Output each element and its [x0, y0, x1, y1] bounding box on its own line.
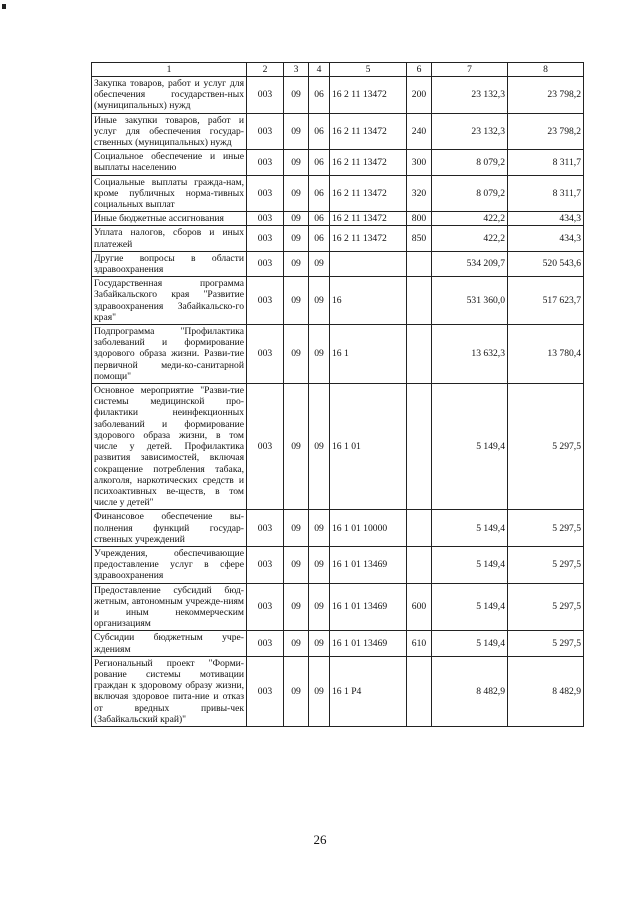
row-name-cell: Уплата налогов, сборов и иных платежей: [92, 226, 247, 251]
row-amount-2-cell: 517 623,7: [508, 277, 584, 325]
row-expense-type-cell: [407, 656, 432, 726]
table-body: [92, 77, 584, 727]
row-name-cell: Субсидии бюджетным учре-ждениям: [92, 631, 247, 656]
row-subsection-cell: 09: [309, 510, 330, 547]
table-row: [92, 656, 584, 726]
row-expense-type-cell: [407, 251, 432, 276]
row-section-cell: 09: [284, 277, 309, 325]
row-expense-type-cell: 850: [407, 226, 432, 251]
row-subsection-cell: 06: [309, 113, 330, 150]
row-name-cell: Иные бюджетные ассигнования: [92, 212, 247, 226]
row-amount-1-cell: 531 360,0: [432, 277, 508, 325]
row-code-cell: 003: [247, 325, 284, 384]
row-amount-2-cell: 23 798,2: [508, 77, 584, 114]
row-target-article-cell: 16 2 11 13472: [330, 212, 407, 226]
row-code-cell: 003: [247, 546, 284, 583]
row-subsection-cell: 06: [309, 77, 330, 114]
row-amount-1-cell: 5 149,4: [432, 583, 508, 631]
row-target-article-cell: 16 1 01 13469: [330, 546, 407, 583]
row-amount-2-cell: 23 798,2: [508, 113, 584, 150]
row-code-cell: 003: [247, 631, 284, 656]
row-code-cell: 003: [247, 212, 284, 226]
row-target-article-cell: 16 2 11 13472: [330, 226, 407, 251]
row-expense-type-cell: 610: [407, 631, 432, 656]
row-amount-2-cell: 8 482,9: [508, 656, 584, 726]
row-amount-1-cell: 23 132,3: [432, 77, 508, 114]
row-section-cell: 09: [284, 384, 309, 510]
column-header-8: 8: [508, 63, 584, 77]
row-code-cell: 003: [247, 277, 284, 325]
table-row: [92, 175, 584, 212]
row-amount-1-cell: 13 632,3: [432, 325, 508, 384]
row-amount-2-cell: 8 311,7: [508, 175, 584, 212]
row-target-article-cell: 16 2 11 13472: [330, 77, 407, 114]
row-section-cell: 09: [284, 113, 309, 150]
table-row: [92, 546, 584, 583]
row-target-article-cell: 16 2 11 13472: [330, 150, 407, 175]
row-target-article-cell: 16: [330, 277, 407, 325]
row-section-cell: 09: [284, 212, 309, 226]
row-name-cell: Закупка товаров, работ и услуг для обеспечения государствен-ных (муниципальных) нужд: [92, 77, 247, 114]
row-subsection-cell: 09: [309, 583, 330, 631]
table-row: [92, 113, 584, 150]
row-section-cell: 09: [284, 251, 309, 276]
table-row: [92, 251, 584, 276]
row-expense-type-cell: [407, 546, 432, 583]
row-code-cell: 003: [247, 583, 284, 631]
row-code-cell: 003: [247, 251, 284, 276]
row-subsection-cell: 06: [309, 226, 330, 251]
row-target-article-cell: [330, 251, 407, 276]
row-subsection-cell: 09: [309, 277, 330, 325]
column-header-1: 1: [92, 63, 247, 77]
row-section-cell: 09: [284, 226, 309, 251]
row-name-cell: Социальное обеспечение и иные выплаты населению: [92, 150, 247, 175]
row-amount-1-cell: 5 149,4: [432, 384, 508, 510]
row-target-article-cell: 16 1 01: [330, 384, 407, 510]
row-amount-2-cell: 5 297,5: [508, 631, 584, 656]
table-row: [92, 212, 584, 226]
row-subsection-cell: 09: [309, 656, 330, 726]
row-amount-2-cell: 434,3: [508, 226, 584, 251]
row-name-cell: Региональный проект "Форми-рование системы мотивации граждан к здоровому образу жизни, включая здоровое пита-ние и отказ от вредных привы-чек (Забайкальский край)": [92, 656, 247, 726]
row-expense-type-cell: 800: [407, 212, 432, 226]
row-target-article-cell: 16 2 11 13472: [330, 113, 407, 150]
row-section-cell: 09: [284, 656, 309, 726]
row-amount-1-cell: 5 149,4: [432, 631, 508, 656]
table-row: [92, 77, 584, 114]
row-amount-1-cell: 422,2: [432, 212, 508, 226]
row-amount-1-cell: 8 482,9: [432, 656, 508, 726]
row-target-article-cell: 16 1 01 13469: [330, 631, 407, 656]
row-amount-1-cell: 23 132,3: [432, 113, 508, 150]
row-amount-2-cell: 5 297,5: [508, 510, 584, 547]
row-expense-type-cell: [407, 325, 432, 384]
row-code-cell: 003: [247, 175, 284, 212]
row-target-article-cell: 16 1: [330, 325, 407, 384]
row-expense-type-cell: 300: [407, 150, 432, 175]
column-header-6: 6: [407, 63, 432, 77]
row-code-cell: 003: [247, 226, 284, 251]
row-amount-2-cell: 5 297,5: [508, 546, 584, 583]
row-amount-2-cell: 434,3: [508, 212, 584, 226]
row-name-cell: Иные закупки товаров, работ и услуг для обеспечения государ-ственных (муниципальных) нужд: [92, 113, 247, 150]
row-subsection-cell: 09: [309, 384, 330, 510]
row-amount-1-cell: 5 149,4: [432, 546, 508, 583]
row-amount-1-cell: 8 079,2: [432, 175, 508, 212]
row-amount-1-cell: 5 149,4: [432, 510, 508, 547]
row-section-cell: 09: [284, 546, 309, 583]
row-expense-type-cell: 200: [407, 77, 432, 114]
row-section-cell: 09: [284, 631, 309, 656]
table-row: [92, 583, 584, 631]
row-amount-2-cell: 8 311,7: [508, 150, 584, 175]
row-name-cell: Основное мероприятие "Разви-тие системы медицинской про-филактики неинфекционных заболеваний и формирование здорового образа жизни, в том числе у детей. Профилактика развития зависимостей, включая сокращение потребления табака, алкоголя, наркотических средств и психоактивных ве-ществ, в том числе у детей": [92, 384, 247, 510]
row-code-cell: 003: [247, 77, 284, 114]
scan-corner-mark: [2, 4, 6, 9]
row-subsection-cell: 06: [309, 212, 330, 226]
row-expense-type-cell: [407, 384, 432, 510]
column-header-3: 3: [284, 63, 309, 77]
row-name-cell: Социальные выплаты гражда-нам, кроме публичных норма-тивных социальных выплат: [92, 175, 247, 212]
row-code-cell: 003: [247, 113, 284, 150]
table-row: [92, 384, 584, 510]
row-expense-type-cell: [407, 510, 432, 547]
table-row: [92, 277, 584, 325]
row-section-cell: 09: [284, 77, 309, 114]
row-section-cell: 09: [284, 150, 309, 175]
row-name-cell: Подпрограмма "Профилактика заболеваний и формирование здорового образа жизни. Разви-тие первичной меди-ко-санитарной помощи": [92, 325, 247, 384]
row-name-cell: Финансовое обеспечение вы-полнения функций государ-ственных учреждений: [92, 510, 247, 547]
row-section-cell: 09: [284, 510, 309, 547]
row-amount-1-cell: 534 209,7: [432, 251, 508, 276]
row-amount-1-cell: 422,2: [432, 226, 508, 251]
row-amount-2-cell: 520 543,6: [508, 251, 584, 276]
row-code-cell: 003: [247, 150, 284, 175]
row-name-cell: Учреждения, обеспечивающие предоставление услуг в сфере здравоохранения: [92, 546, 247, 583]
row-subsection-cell: 09: [309, 546, 330, 583]
row-expense-type-cell: 240: [407, 113, 432, 150]
row-subsection-cell: 09: [309, 325, 330, 384]
row-target-article-cell: 16 1 P4: [330, 656, 407, 726]
row-target-article-cell: 16 1 01 13469: [330, 583, 407, 631]
budget-table: [91, 62, 584, 727]
row-subsection-cell: 06: [309, 175, 330, 212]
column-header-2: 2: [247, 63, 284, 77]
table-header-row: [92, 63, 584, 77]
row-expense-type-cell: [407, 277, 432, 325]
row-amount-2-cell: 5 297,5: [508, 384, 584, 510]
page-number: 26: [313, 832, 327, 847]
row-name-cell: Предоставление субсидий бюд-жетным, автономным учрежде-ниям и иным некоммерческим организациям: [92, 583, 247, 631]
row-amount-2-cell: 13 780,4: [508, 325, 584, 384]
row-section-cell: 09: [284, 175, 309, 212]
row-expense-type-cell: 600: [407, 583, 432, 631]
row-code-cell: 003: [247, 656, 284, 726]
column-header-7: 7: [432, 63, 508, 77]
column-header-5: 5: [330, 63, 407, 77]
row-subsection-cell: 06: [309, 150, 330, 175]
table-row: [92, 510, 584, 547]
row-code-cell: 003: [247, 510, 284, 547]
row-name-cell: Государственная программа Забайкальского края "Развитие здравоохранения Забайкальско-го края": [92, 277, 247, 325]
row-amount-2-cell: 5 297,5: [508, 583, 584, 631]
row-subsection-cell: 09: [309, 251, 330, 276]
row-target-article-cell: 16 1 01 10000: [330, 510, 407, 547]
row-code-cell: 003: [247, 384, 284, 510]
column-header-4: 4: [309, 63, 330, 77]
row-expense-type-cell: 320: [407, 175, 432, 212]
row-section-cell: 09: [284, 325, 309, 384]
row-name-cell: Другие вопросы в области здравоохранения: [92, 251, 247, 276]
row-section-cell: 09: [284, 583, 309, 631]
table-row: [92, 631, 584, 656]
row-subsection-cell: 09: [309, 631, 330, 656]
row-amount-1-cell: 8 079,2: [432, 150, 508, 175]
table-row: [92, 325, 584, 384]
row-target-article-cell: 16 2 11 13472: [330, 175, 407, 212]
table-row: [92, 226, 584, 251]
table-row: [92, 150, 584, 175]
